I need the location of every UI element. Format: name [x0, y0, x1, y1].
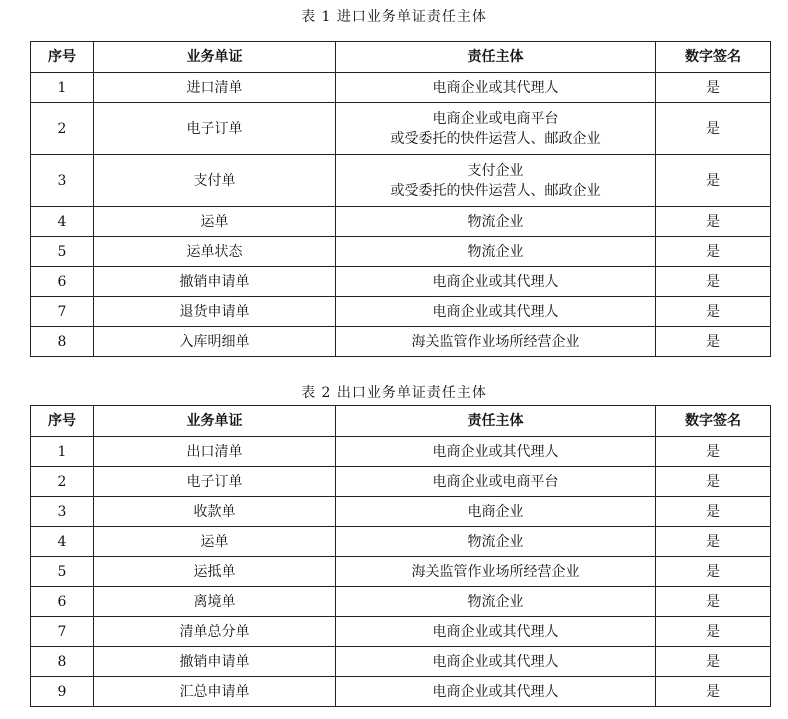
- row-document: 运单状态: [94, 237, 336, 267]
- row-document: 撤销申请单: [94, 267, 336, 297]
- responsible-line: 或受委托的快件运营人、邮政企业: [390, 130, 601, 147]
- row-signature: 是: [656, 237, 771, 267]
- row-document: 撤销申请单: [94, 647, 336, 677]
- row-responsible: [336, 437, 656, 467]
- import-documents-table: [30, 41, 771, 357]
- table-row: [31, 73, 771, 103]
- table-row: [31, 327, 771, 357]
- row-signature: 是: [656, 297, 771, 327]
- row-index: 4: [31, 207, 94, 237]
- responsible-line: 电商企业或其代理人: [432, 273, 559, 290]
- table-header-row: [31, 42, 771, 73]
- responsible-line: 电商企业或其代理人: [432, 79, 559, 96]
- table-row: [31, 207, 771, 237]
- row-responsible: [336, 677, 656, 707]
- table-row: [31, 437, 771, 467]
- row-signature: 是: [656, 677, 771, 707]
- responsible-line: 电商企业: [467, 503, 524, 520]
- row-index: 3: [31, 497, 94, 527]
- row-responsible: [336, 73, 656, 103]
- row-signature: 是: [656, 73, 771, 103]
- row-document: 运抵单: [94, 557, 336, 587]
- responsible-line: 或受委托的快件运营人、邮政企业: [390, 182, 601, 199]
- row-document: 汇总申请单: [94, 677, 336, 707]
- row-index: 2: [31, 103, 94, 155]
- row-document: 清单总分单: [94, 617, 336, 647]
- row-index: 3: [31, 155, 94, 207]
- row-index: 5: [31, 557, 94, 587]
- table-row: [31, 297, 771, 327]
- row-document: 运单: [94, 207, 336, 237]
- header-signature: 数字签名: [656, 42, 771, 73]
- header-document: 业务单证: [94, 42, 336, 73]
- export-documents-table: [30, 405, 771, 707]
- table-header-row: [31, 406, 771, 437]
- table-row: [31, 103, 771, 155]
- row-responsible: [336, 467, 656, 497]
- row-responsible: [336, 103, 656, 155]
- row-signature: 是: [656, 267, 771, 297]
- row-document: 出口清单: [94, 437, 336, 467]
- responsible-line: 海关监管作业场所经营企业: [411, 563, 580, 580]
- row-document: 电子订单: [94, 467, 336, 497]
- row-document: 支付单: [94, 155, 336, 207]
- row-signature: 是: [656, 617, 771, 647]
- row-index: 7: [31, 617, 94, 647]
- row-signature: 是: [656, 327, 771, 357]
- responsible-line: 电商企业或其代理人: [432, 443, 559, 460]
- row-responsible: [336, 617, 656, 647]
- row-responsible: [336, 155, 656, 207]
- row-index: 4: [31, 527, 94, 557]
- row-signature: 是: [656, 207, 771, 237]
- table-row: [31, 587, 771, 617]
- row-document: 入库明细单: [94, 327, 336, 357]
- row-document: 进口清单: [94, 73, 336, 103]
- row-responsible: [336, 327, 656, 357]
- row-responsible: [336, 647, 656, 677]
- responsible-line: 电商企业或其代理人: [432, 623, 559, 640]
- row-index: 6: [31, 267, 94, 297]
- table-row: [31, 237, 771, 267]
- row-signature: 是: [656, 527, 771, 557]
- responsible-line: 电商企业或电商平台: [432, 110, 559, 127]
- row-index: 1: [31, 73, 94, 103]
- row-signature: 是: [656, 437, 771, 467]
- row-index: 5: [31, 237, 94, 267]
- table-row: [31, 557, 771, 587]
- row-index: 1: [31, 437, 94, 467]
- table-row: [31, 267, 771, 297]
- table-row: [31, 155, 771, 207]
- row-index: 2: [31, 467, 94, 497]
- header-responsible: 责任主体: [336, 42, 656, 73]
- table1-caption: 表 1 进口业务单证责任主体: [301, 9, 487, 25]
- table2-caption: 表 2 出口业务单证责任主体: [301, 385, 487, 401]
- row-responsible: [336, 527, 656, 557]
- row-signature: 是: [656, 497, 771, 527]
- responsible-line: 电商企业或其代理人: [432, 683, 559, 700]
- row-index: 8: [31, 327, 94, 357]
- row-index: 7: [31, 297, 94, 327]
- table-row: [31, 677, 771, 707]
- responsible-line: 海关监管作业场所经营企业: [411, 333, 580, 350]
- responsible-line: 电商企业或电商平台: [432, 473, 559, 490]
- responsible-line: 物流企业: [467, 213, 524, 230]
- row-responsible: [336, 207, 656, 237]
- row-signature: 是: [656, 557, 771, 587]
- row-document: 离境单: [94, 587, 336, 617]
- row-document: 电子订单: [94, 103, 336, 155]
- row-responsible: [336, 557, 656, 587]
- header-responsible: 责任主体: [336, 406, 656, 437]
- row-responsible: [336, 267, 656, 297]
- responsible-line: 物流企业: [467, 243, 524, 260]
- row-signature: 是: [656, 647, 771, 677]
- row-document: 收款单: [94, 497, 336, 527]
- table-row: [31, 527, 771, 557]
- row-signature: 是: [656, 103, 771, 155]
- header-index: 序号: [31, 406, 94, 437]
- header-document: 业务单证: [94, 406, 336, 437]
- table-row: [31, 647, 771, 677]
- row-responsible: [336, 587, 656, 617]
- row-signature: 是: [656, 587, 771, 617]
- responsible-line: 支付企业: [467, 162, 524, 179]
- row-responsible: [336, 237, 656, 267]
- row-index: 6: [31, 587, 94, 617]
- row-signature: 是: [656, 467, 771, 497]
- responsible-line: 物流企业: [467, 533, 524, 550]
- row-signature: 是: [656, 155, 771, 207]
- responsible-line: 物流企业: [467, 593, 524, 610]
- table-row: [31, 467, 771, 497]
- header-signature: 数字签名: [656, 406, 771, 437]
- row-responsible: [336, 497, 656, 527]
- row-document: 退货申请单: [94, 297, 336, 327]
- row-document: 运单: [94, 527, 336, 557]
- row-responsible: [336, 297, 656, 327]
- responsible-line: 电商企业或其代理人: [432, 653, 559, 670]
- row-index: 9: [31, 677, 94, 707]
- table-row: [31, 617, 771, 647]
- row-index: 8: [31, 647, 94, 677]
- table-row: [31, 497, 771, 527]
- responsible-line: 电商企业或其代理人: [432, 303, 559, 320]
- header-index: 序号: [31, 42, 94, 73]
